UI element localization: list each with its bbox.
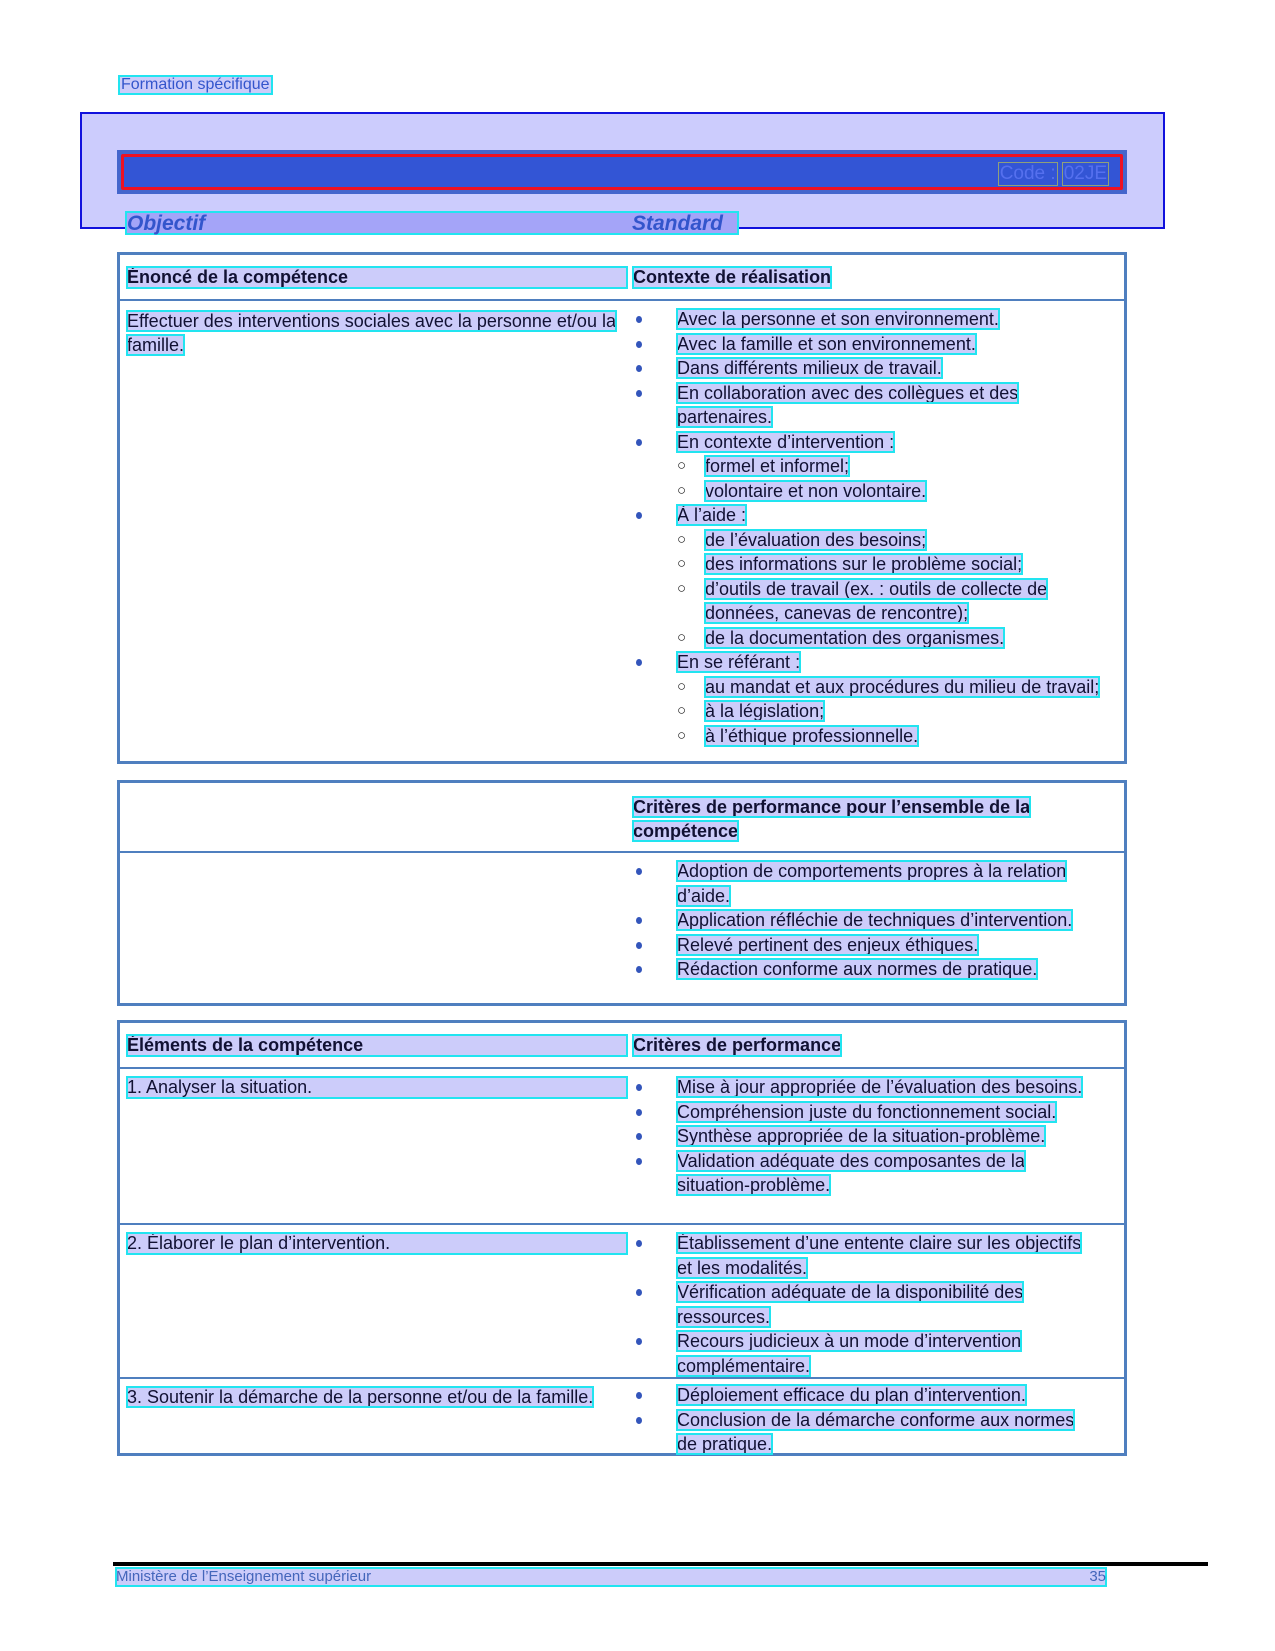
elements-table-header <box>120 1023 1124 1069</box>
critere-item: Recours judicieux à un mode d’intervention complémentaire. <box>677 1331 1022 1376</box>
element-criteres-list <box>633 1383 1083 1457</box>
criteres-ensemble-header <box>120 783 1124 853</box>
code-value: 02JE <box>1063 163 1107 184</box>
element-text: 2. Élaborer le plan d’intervention. <box>127 1233 627 1254</box>
page-number: 35 <box>1089 1568 1106 1585</box>
contexte-item: À l’aide : <box>677 505 747 525</box>
critere-item: Établissement d’une entente claire sur les objectifs et les modalités. <box>677 1233 1082 1278</box>
criteres-ensemble-row <box>120 853 1124 1003</box>
critere-item: Conclusion de la démarche conforme aux normes de pratique. <box>677 1409 1075 1454</box>
criteres-ensemble-heading: Critères de performance pour l’ensemble de la compétence <box>633 797 1031 841</box>
critere-item: Compréhension juste du fonctionnement social. <box>677 1101 1057 1122</box>
element-row-2 <box>120 1223 1124 1377</box>
circle-bullet-icon: ○ <box>677 555 687 572</box>
circle-bullet-icon: ○ <box>677 481 687 499</box>
footer-ministry: Ministère de l’Enseignement supérieur <box>116 1568 372 1585</box>
elements-heading: Éléments de la compétence <box>127 1035 627 1056</box>
contexte-item: En collaboration avec des collègues et des partenaires. <box>677 382 1019 427</box>
code-bar <box>121 154 1123 190</box>
contexte-subitem: ○ de l’évaluation des besoins; <box>633 528 1103 553</box>
contexte-subitem: ○ d’outils de travail (ex. : outils de collecte de données, canevas de rencontre); <box>677 578 1048 623</box>
code-field <box>999 163 1108 185</box>
contexte-subitem: ○ de la documentation des organismes. <box>633 626 1103 651</box>
criteres-ensemble-list <box>633 859 1083 982</box>
critere-item: Vérification adéquate de la disponibilité des ressources. <box>677 1282 1024 1327</box>
contexte-item: Dans différents milieux de travail. <box>677 358 942 378</box>
contexte-subitem: ○ au mandat et aux procédures du milieu de travail; <box>633 675 1103 700</box>
contexte-subitem: ○ à l’éthique professionnelle. <box>633 724 1103 749</box>
footer-divider <box>113 1562 1208 1566</box>
enonce-text: Effectuer des interventions sociales avec la personne et/ou la famille. <box>127 311 616 355</box>
critere-item: Mise à jour appropriée de l’évaluation des besoins. <box>677 1077 1083 1097</box>
critere-item: Relevé pertinent des enjeux éthiques. <box>677 934 979 955</box>
critere-item: Validation adéquate des composantes de la situation-problème. <box>677 1150 1025 1195</box>
circle-bullet-icon: ○ <box>677 726 687 744</box>
contexte-item: Avec la famille et son environnement. <box>677 333 976 354</box>
contexte-subitem: ○ des informations sur le problème social; <box>633 552 1103 577</box>
standard-heading: Standard <box>632 212 724 235</box>
critere-item: Application réfléchie de techniques d’intervention. <box>677 910 1073 930</box>
element-text: 1. Analyser la situation. <box>127 1077 627 1098</box>
critere-item: Déploiement efficace du plan d’intervention. <box>677 1385 1026 1405</box>
contexte-heading: Contexte de réalisation <box>633 267 832 287</box>
element-row-3 <box>120 1377 1124 1459</box>
elements-table <box>117 1020 1127 1456</box>
critere-item: Adoption de comportements propres à la relation d’aide. <box>677 861 1067 906</box>
element-row-1 <box>120 1069 1124 1223</box>
competence-table-header <box>120 255 1124 301</box>
competence-table-row <box>120 301 1124 761</box>
contexte-subitem: ○ formel et informel; <box>633 454 1103 479</box>
circle-bullet-icon: ○ <box>677 579 687 597</box>
circle-bullet-icon: ○ <box>677 530 687 548</box>
contexte-subitem: ○ volontaire et non volontaire. <box>633 479 1103 504</box>
objectif-heading: Objectif <box>127 212 206 235</box>
section-label: Formation spécifique <box>121 76 270 93</box>
contexte-item: En contexte d’intervention : <box>677 431 895 452</box>
contexte-list <box>633 307 1103 748</box>
circle-bullet-icon: ○ <box>677 628 687 646</box>
element-text: 3. Soutenir la démarche de la personne et/ou de la famille. <box>127 1387 594 1407</box>
contexte-item: En se référant : <box>677 652 801 672</box>
criteres-heading: Critères de performance <box>633 1035 842 1055</box>
critere-item: Synthèse appropriée de la situation-problème. <box>677 1126 1046 1146</box>
enonce-heading: Énoncé de la compétence <box>127 267 627 288</box>
contexte-item: Avec la personne et son environnement. <box>677 309 999 329</box>
column-headings <box>127 212 737 234</box>
circle-bullet-icon: ○ <box>677 457 687 474</box>
competence-table <box>117 252 1127 764</box>
critere-item: Rédaction conforme aux normes de pratique. <box>677 959 1038 979</box>
code-label: Code : <box>999 163 1056 184</box>
contexte-subitem: ○ à la législation; <box>633 699 1103 724</box>
circle-bullet-icon: ○ <box>677 677 687 695</box>
element-criteres-list <box>633 1075 1083 1198</box>
element-criteres-list <box>633 1231 1083 1378</box>
circle-bullet-icon: ○ <box>677 702 687 719</box>
criteres-ensemble-table <box>117 780 1127 1006</box>
page-footer <box>116 1568 1106 1586</box>
